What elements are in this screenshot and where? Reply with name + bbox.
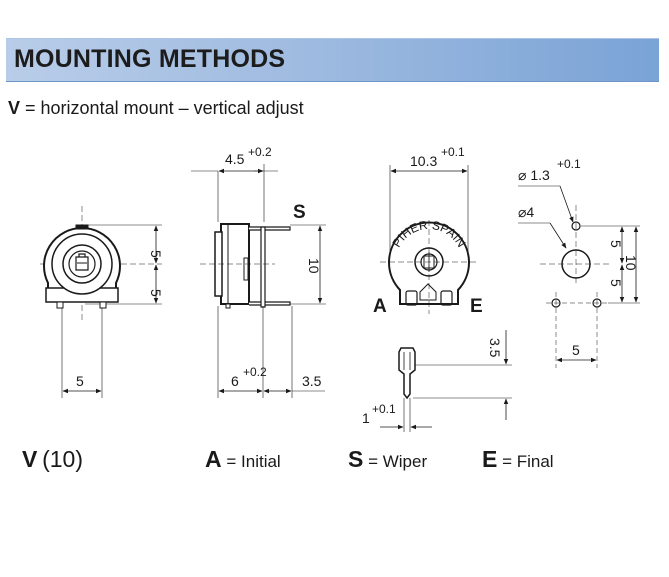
legend-a-code: A xyxy=(205,446,222,472)
top-width-dim: 10.3 xyxy=(410,153,438,169)
pin-thickness-dim: 1 xyxy=(362,410,370,426)
legend-model-code: V xyxy=(22,446,38,472)
side-depth-tolerance: +0.2 xyxy=(248,145,272,159)
terminal-a-label: A xyxy=(373,296,387,317)
brand-text: PIHER SPAIN xyxy=(389,217,469,250)
legend-model xyxy=(22,446,83,473)
footprint-drawing xyxy=(518,186,640,368)
front-view-drawing xyxy=(40,206,162,398)
side-view-drawing xyxy=(191,164,326,398)
legend-initial xyxy=(205,446,281,473)
footprint-total-dim: 10 xyxy=(623,255,639,271)
footprint-pad-hole-tolerance: +0.1 xyxy=(557,157,581,171)
terminal-s-label: S xyxy=(293,202,306,223)
front-upper-dim: 5 xyxy=(148,250,164,258)
footprint-adjust-hole-dim: ⌀4 xyxy=(518,204,535,220)
top-width-tolerance: +0.1 xyxy=(441,145,465,159)
mount-code: V xyxy=(8,98,21,118)
side-pin-spacing-dim: 6 xyxy=(231,373,239,389)
legend-e-code: E xyxy=(482,446,498,472)
legend-final xyxy=(482,446,554,473)
section-title: MOUNTING METHODS xyxy=(14,45,286,73)
footprint-lower-dim: 5 xyxy=(608,279,624,287)
side-height-dim: 10 xyxy=(306,258,322,274)
legend-e-text: = Final xyxy=(502,452,554,471)
footprint-upper-dim: 5 xyxy=(608,240,624,248)
pin-length-dim: 3.5 xyxy=(487,338,503,358)
front-width-dim: 5 xyxy=(76,373,84,389)
pin-thickness-tolerance: +0.1 xyxy=(372,402,396,416)
side-pin-spacing-tolerance: +0.2 xyxy=(243,365,267,379)
legend-s-code: S xyxy=(348,446,364,472)
legend-s-text: = Wiper xyxy=(368,452,428,471)
side-depth-dim: 4.5 xyxy=(225,151,245,167)
legend-wiper xyxy=(348,446,427,473)
mount-description-text: = horizontal mount – vertical adjust xyxy=(20,98,304,118)
front-lower-dim: 5 xyxy=(148,289,164,297)
legend-model-size: (10) xyxy=(42,446,83,472)
terminal-e-label: E xyxy=(470,296,483,317)
legend-a-text: = Initial xyxy=(226,452,281,471)
footprint-width-dim: 5 xyxy=(572,342,580,358)
side-pin-length-dim: 3.5 xyxy=(302,373,322,389)
footprint-pad-hole-dim: ⌀ 1.3 xyxy=(518,167,550,183)
